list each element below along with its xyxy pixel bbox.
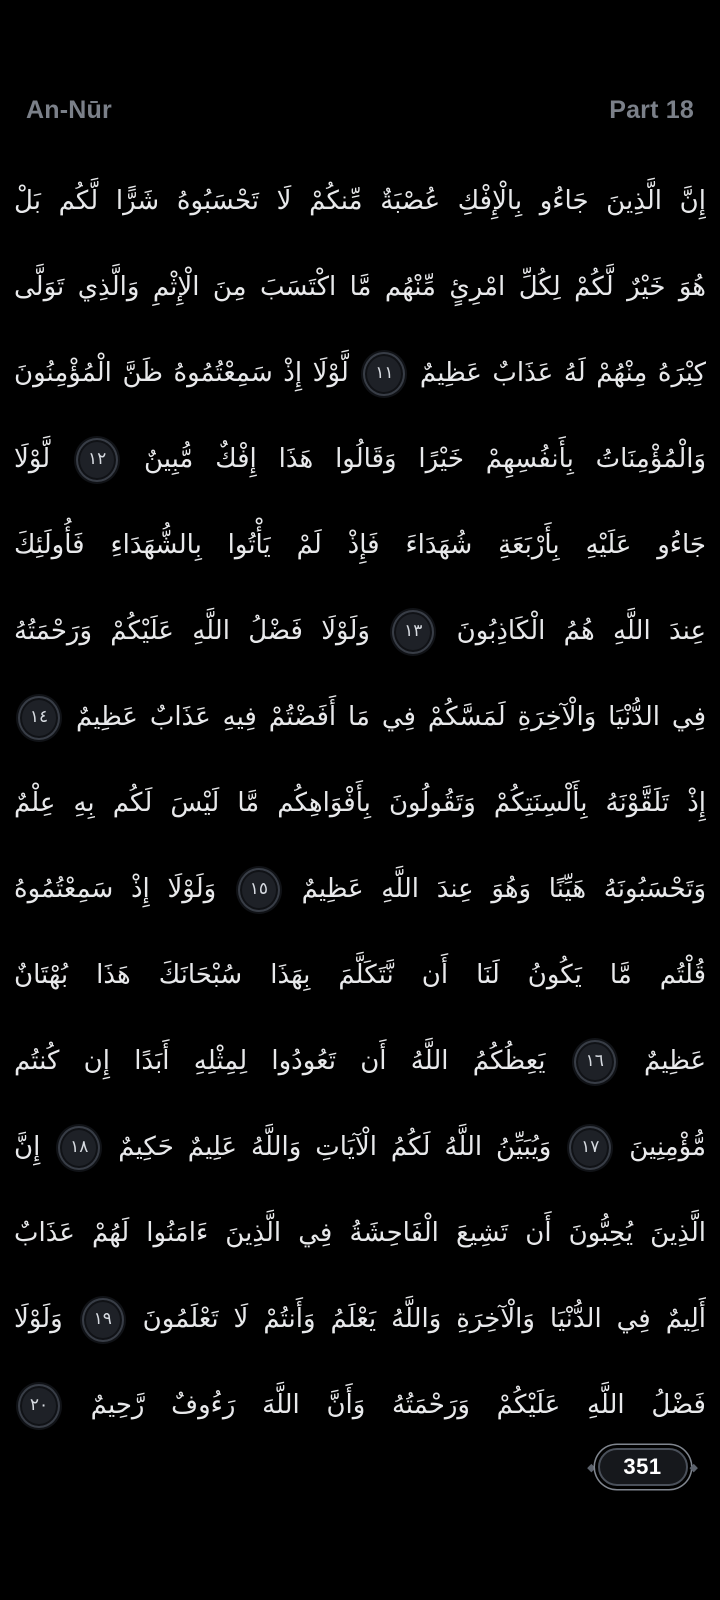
ayah-text: وَلَوْلَا xyxy=(14,1304,63,1334)
ayah-number-marker: ١٨ xyxy=(58,1126,100,1170)
ayah-text: الَّذِينَ يُحِبُّونَ أَن تَشِيعَ الْفَاحِشَةُ فِي الَّذِينَ ءَامَنُوا لَهُمْ عَذَابٌ xyxy=(14,1218,706,1248)
surah-name-label: An-Nūr xyxy=(26,96,112,124)
ayah-number-marker: ١٩ xyxy=(82,1298,124,1342)
ayah-text: وَلَوْلَا فَضْلُ اللَّهِ عَلَيْكُمْ وَرَحْمَتُهُ xyxy=(14,616,370,646)
ayah-number-marker: ١٧ xyxy=(569,1126,611,1170)
quran-line[interactable] xyxy=(14,416,706,502)
ayah-text: كِبْرَهُ مِنْهُمْ لَهُ عَذَابٌ عَظِيمٌ xyxy=(419,358,706,388)
ayah-text: عِندَ اللَّهِ هُمُ الْكَاذِبُونَ xyxy=(456,616,706,646)
ayah-text: أَلِيمٌ فِي الدُّنْيَا وَالْآخِرَةِ وَاللَّهُ يَعْلَمُ وَأَنتُمْ لَا تَعْلَمُونَ xyxy=(142,1304,706,1334)
quran-line[interactable] xyxy=(14,1018,706,1104)
quran-line[interactable] xyxy=(14,1190,706,1276)
ayah-text: وَلَوْلَا إِذْ سَمِعْتُمُوهُ xyxy=(14,874,217,904)
ayah-text: فِي الدُّنْيَا وَالْآخِرَةِ لَمَسَّكُمْ فِي مَا أَفَضْتُمْ فِيهِ عَذَابٌ عَظِيمٌ xyxy=(75,702,706,732)
ayah-text: وَيُبَيِّنُ اللَّهُ لَكُمُ الْآيَاتِ وَاللَّهُ عَلِيمٌ حَكِيمٌ xyxy=(118,1132,552,1162)
ayah-text: وَتَحْسَبُونَهُ هَيِّنًا وَهُوَ عِندَ اللَّهِ عَظِيمٌ xyxy=(301,874,706,904)
page-footer xyxy=(587,1448,698,1486)
ayah-number-marker: ١٦ xyxy=(574,1040,616,1084)
badge-ornament-left-icon: ◆ xyxy=(587,1460,596,1474)
ayah-text: لَّوْلَا إِذْ سَمِعْتُمُوهُ ظَنَّ الْمُؤْمِنُونَ xyxy=(14,358,349,388)
mushaf-page[interactable] xyxy=(0,158,720,1448)
quran-line[interactable] xyxy=(14,244,706,330)
ayah-text: لَّوْلَا xyxy=(14,444,51,474)
page-number-badge[interactable] xyxy=(587,1448,698,1486)
ayah-text: جَاءُو عَلَيْهِ بِأَرْبَعَةِ شُهَدَاءَ فَإِذْ لَمْ يَأْتُوا بِالشُّهَدَاءِ فَأُولَئِكَ xyxy=(14,530,706,560)
ayah-text: فَضْلُ اللَّهِ عَلَيْكُمْ وَرَحْمَتُهُ وَأَنَّ اللَّهَ رَءُوفٌ رَّحِيمٌ xyxy=(90,1390,706,1420)
quran-line[interactable] xyxy=(14,588,706,674)
ayah-number-marker: ٢٠ xyxy=(18,1384,60,1428)
ayah-text: وَالْمُؤْمِنَاتُ بِأَنفُسِهِمْ خَيْرًا وَقَالُوا هَذَا إِفْكٌ مُّبِينٌ xyxy=(143,444,706,474)
page-number-label: 351 xyxy=(623,1454,662,1479)
ayah-number-marker: ١٣ xyxy=(392,610,434,654)
ayah-text: مُّؤْمِنِينَ xyxy=(629,1132,706,1162)
quran-line[interactable] xyxy=(14,674,706,760)
ayah-text: يَعِظُكُمُ اللَّهُ أَن تَعُودُوا لِمِثْلِهِ أَبَدًا إِن كُنتُم xyxy=(14,1046,546,1076)
ayah-text: إِنَّ xyxy=(14,1132,41,1162)
ayah-text: قُلْتُم مَّا يَكُونُ لَنَا أَن نَّتَكَلَّمَ بِهَذَا سُبْحَانَكَ هَذَا بُهْتَانٌ xyxy=(14,960,706,990)
ayah-number-marker: ١١ xyxy=(363,352,405,396)
ayah-text: إِذْ تَلَقَّوْنَهُ بِأَلْسِنَتِكُمْ وَتَقُولُونَ بِأَفْوَاهِكُم مَّا لَيْسَ لَكُم بِهِ عِلْمٌ xyxy=(14,788,706,818)
page-header xyxy=(0,96,720,125)
juz-part-label: Part 18 xyxy=(609,96,694,124)
quran-line[interactable] xyxy=(14,760,706,846)
ayah-number-marker: ١٥ xyxy=(238,868,280,912)
quran-line[interactable] xyxy=(14,330,706,416)
quran-line[interactable] xyxy=(14,1104,706,1190)
quran-line[interactable] xyxy=(14,1362,706,1448)
ayah-text: عَظِيمٌ xyxy=(644,1046,706,1076)
badge-ornament-right-icon: ◆ xyxy=(689,1460,698,1474)
ayah-text: إِنَّ الَّذِينَ جَاءُو بِالْإِفْكِ عُصْبَةٌ مِّنكُمْ لَا تَحْسَبُوهُ شَرًّا لَّكُم بَلْ xyxy=(14,186,706,216)
quran-line[interactable] xyxy=(14,846,706,932)
quran-line[interactable] xyxy=(14,1276,706,1362)
ayah-number-marker: ١٤ xyxy=(18,696,60,740)
ayah-text: هُوَ خَيْرٌ لَّكُمْ لِكُلِّ امْرِئٍ مِّنْهُم مَّا اكْتَسَبَ مِنَ الْإِثْمِ وَالَّذِي تَوَلَّى xyxy=(14,272,706,302)
quran-line[interactable] xyxy=(14,502,706,588)
ayah-number-marker: ١٢ xyxy=(76,438,118,482)
quran-line[interactable] xyxy=(14,158,706,244)
quran-line[interactable] xyxy=(14,932,706,1018)
